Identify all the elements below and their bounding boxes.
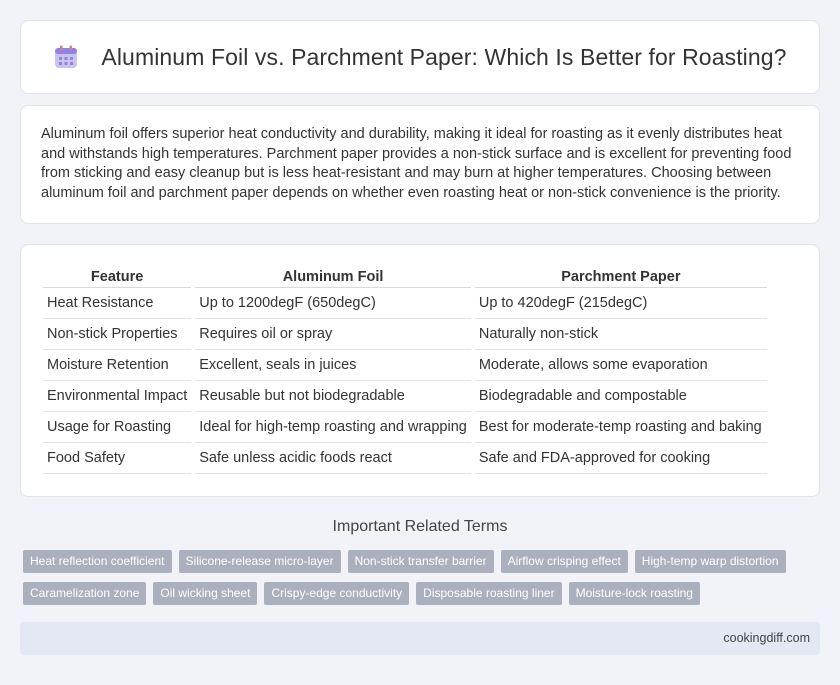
- footer: [20, 622, 820, 655]
- tag[interactable]: Silicone-release micro-layer: [179, 550, 341, 573]
- table-cell: Safe and FDA-approved for cooking: [475, 443, 767, 474]
- summary-text: Aluminum foil offers superior heat conductivity and durability, making it ideal for roasting as it evenly distributes heat and withstands high temperatures. Parchment paper provides a non-stick surface and is excellent for preventing food from sticking and easy cleanup but is less heat-resistant and may burn at higher temperatures. Choosing between aluminum foil and parchment paper depends on whether even roasting heat or non-stick convenience is the priority.: [41, 126, 792, 201]
- table-cell: Heat Resistance: [43, 288, 191, 319]
- tag[interactable]: Disposable roasting liner: [416, 582, 561, 605]
- table-cell: Naturally non-stick: [475, 319, 767, 350]
- header-parchment-paper: Parchment Paper: [475, 267, 767, 288]
- table-cell: Safe unless acidic foods react: [195, 443, 471, 474]
- table-cell: Environmental Impact: [43, 381, 191, 412]
- table-cell: Moisture Retention: [43, 350, 191, 381]
- header-feature: Feature: [43, 267, 191, 288]
- table-cell: Usage for Roasting: [43, 412, 191, 443]
- calendar-icon: [53, 44, 79, 70]
- page-title: Aluminum Foil vs. Parchment Paper: Which Is Better for Roasting?: [101, 43, 787, 70]
- table-row: [43, 350, 767, 381]
- related-terms-title: Important Related Terms: [332, 518, 508, 535]
- tag[interactable]: Heat reflection coefficient: [23, 550, 172, 573]
- tag[interactable]: Airflow crisping effect: [501, 550, 628, 573]
- summary-card: [20, 105, 820, 224]
- table-cell: Non-stick Properties: [43, 319, 191, 350]
- table-cell: Food Safety: [43, 443, 191, 474]
- related-terms: [23, 550, 823, 614]
- table-cell: Moderate, allows some evaporation: [475, 350, 767, 381]
- table-row: [43, 443, 767, 474]
- table-row: [43, 288, 767, 319]
- tag-row: [23, 550, 823, 573]
- tag[interactable]: Caramelization zone: [23, 582, 146, 605]
- table-row: [43, 319, 767, 350]
- tag[interactable]: Oil wicking sheet: [153, 582, 257, 605]
- tag[interactable]: Crispy-edge conductivity: [264, 582, 409, 605]
- table-row: [43, 381, 767, 412]
- tag[interactable]: Moisture-lock roasting: [569, 582, 700, 605]
- tag[interactable]: Non-stick transfer barrier: [348, 550, 494, 573]
- table-cell: Biodegradable and compostable: [475, 381, 767, 412]
- tag[interactable]: High-temp warp distortion: [635, 550, 786, 573]
- table-cell: Best for moderate-temp roasting and baking: [475, 412, 767, 443]
- footer-source[interactable]: cookingdiff.com: [723, 631, 810, 645]
- header-aluminum-foil: Aluminum Foil: [195, 267, 471, 288]
- table-cell: Excellent, seals in juices: [195, 350, 471, 381]
- table-cell: Reusable but not biodegradable: [195, 381, 471, 412]
- table-cell: Requires oil or spray: [195, 319, 471, 350]
- table-row: [43, 412, 767, 443]
- table-cell: Ideal for high-temp roasting and wrapping: [195, 412, 471, 443]
- tag-row: [23, 582, 823, 605]
- comparison-table: [39, 267, 771, 474]
- title-card: [20, 20, 820, 94]
- table-cell: Up to 1200degF (650degC): [195, 288, 471, 319]
- table-cell: Up to 420degF (215degC): [475, 288, 767, 319]
- table-header-row: [43, 267, 767, 288]
- comparison-card: [20, 244, 820, 497]
